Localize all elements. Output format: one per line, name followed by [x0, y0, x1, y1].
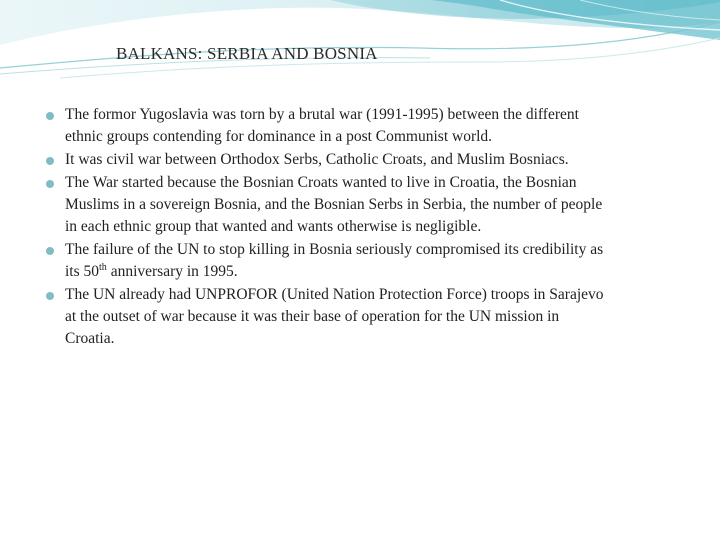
bullet-text-before: The failure of the UN to stop killing in Bosnia seriously compromised its credibility as its 50	[65, 241, 604, 280]
bullet-dot-icon	[46, 247, 54, 255]
bullet-item-3	[44, 172, 604, 238]
bullet-item-1	[44, 104, 604, 148]
bullet-list	[44, 104, 604, 351]
bullet-item-2	[44, 149, 604, 171]
ordinal-superscript: th	[99, 262, 107, 273]
bullet-text-after: anniversary in 1995.	[106, 263, 238, 280]
bullet-dot-icon	[46, 292, 54, 300]
bullet-text: The War started because the Bosnian Croats wanted to live in Croatia, the Bosnian Muslims in a sovereign Bosnia, and the Bosnian Serbs in Serbia, the number of people in each ethnic group that wanted and wants otherwise is negligible.	[65, 174, 603, 235]
bullet-text: The UN already had UNPROFOR (United Nation Protection Force) troops in Sarajevo at the outset of war because it was their base of operation for the UN mission in Croatia.	[65, 286, 604, 347]
bullet-dot-icon	[46, 112, 54, 120]
bullet-text: It was civil war between Orthodox Serbs, Catholic Croats, and Muslim Bosniacs.	[65, 151, 569, 168]
bullet-item-4	[44, 239, 604, 283]
bullet-dot-icon	[46, 180, 54, 188]
bullet-text: The formor Yugoslavia was torn by a brutal war (1991-1995) between the different ethnic groups contending for dominance in a post Communist world.	[65, 106, 579, 145]
bullet-item-5	[44, 284, 604, 350]
bullet-dot-icon	[46, 157, 54, 165]
slide-title: BALKANS: SERBIA AND BOSNIA	[116, 44, 378, 63]
